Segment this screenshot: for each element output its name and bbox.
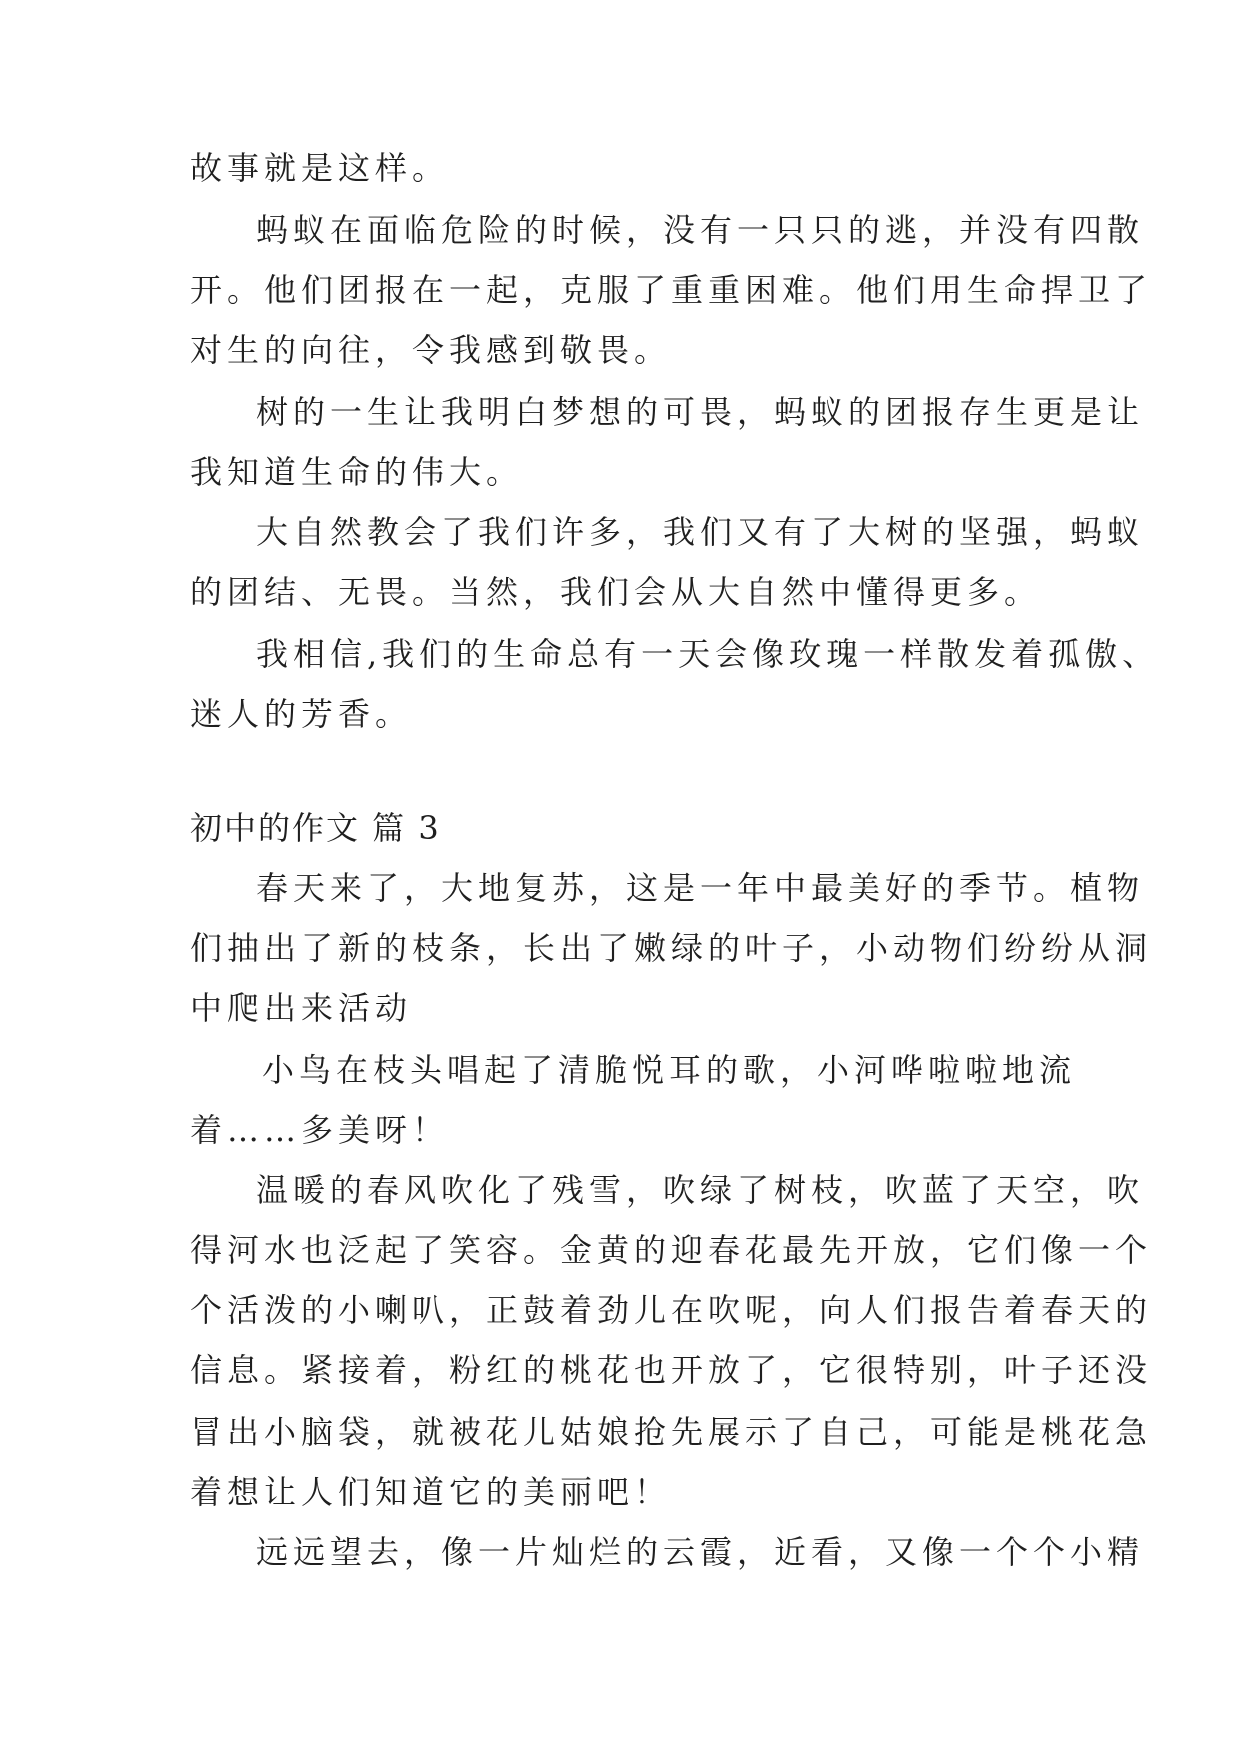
paragraph-line: 春天来了，大地复苏，这是一年中最美好的季节。植物 <box>256 869 1145 907</box>
paragraph-line: 冒出小脑袋，就被花儿姑娘抢先展示了自己，可能是桃花急 <box>190 1413 1153 1451</box>
paragraph-line: 故事就是这样。 <box>190 149 450 187</box>
paragraph-line: 大自然教会了我们许多，我们又有了大树的坚强，蚂蚁 <box>256 513 1145 551</box>
paragraph-line: 远远望去，像一片灿烂的云霞，近看，又像一个个小精 <box>256 1533 1145 1571</box>
paragraph-line: 的团结、无畏。当然，我们会从大自然中懂得更多。 <box>190 573 1042 611</box>
paragraph-line: 得河水也泛起了笑容。金黄的迎春花最先开放，它们像一个 <box>190 1231 1153 1269</box>
paragraph-line: 蚂蚁在面临危险的时候，没有一只只的逃，并没有四散 <box>256 211 1145 249</box>
paragraph-line: 着想让人们知道它的美丽吧！ <box>190 1473 672 1511</box>
paragraph-line: 们抽出了新的枝条，长出了嫩绿的叶子，小动物们纷纷从洞 <box>190 929 1153 967</box>
paragraph-line: 温暖的春风吹化了残雪，吹绿了树枝，吹蓝了天空，吹 <box>256 1171 1145 1209</box>
paragraph-line: 树的一生让我明白梦想的可畏，蚂蚁的团报存生更是让 <box>256 393 1145 431</box>
paragraph-line: 我相信,我们的生命总有一天会像玫瑰一样散发着孤傲、 <box>256 635 1160 673</box>
paragraph-line: 对生的向往，令我感到敬畏。 <box>190 331 672 369</box>
paragraph-line: 个活泼的小喇叭，正鼓着劲儿在吹呢，向人们报告着春天的 <box>190 1291 1153 1329</box>
paragraph-line: 迷人的芳香。 <box>190 695 413 733</box>
paragraph-line: 信息。紧接着，粉红的桃花也开放了，它很特别，叶子还没 <box>190 1351 1153 1389</box>
paragraph-line: 着……多美呀！ <box>190 1111 450 1149</box>
paragraph-line: 开。他们团报在一起，克服了重重困难。他们用生命捍卫了 <box>190 271 1153 309</box>
paragraph-line: 我知道生命的伟大。 <box>190 453 524 491</box>
paragraph-line: 中爬出来活动 <box>190 989 413 1027</box>
section-heading: 初中的作文 篇 3 <box>190 809 441 847</box>
paragraph-line: 小鸟在枝头唱起了清脆悦耳的歌，小河哗啦啦地流 <box>262 1051 1077 1089</box>
